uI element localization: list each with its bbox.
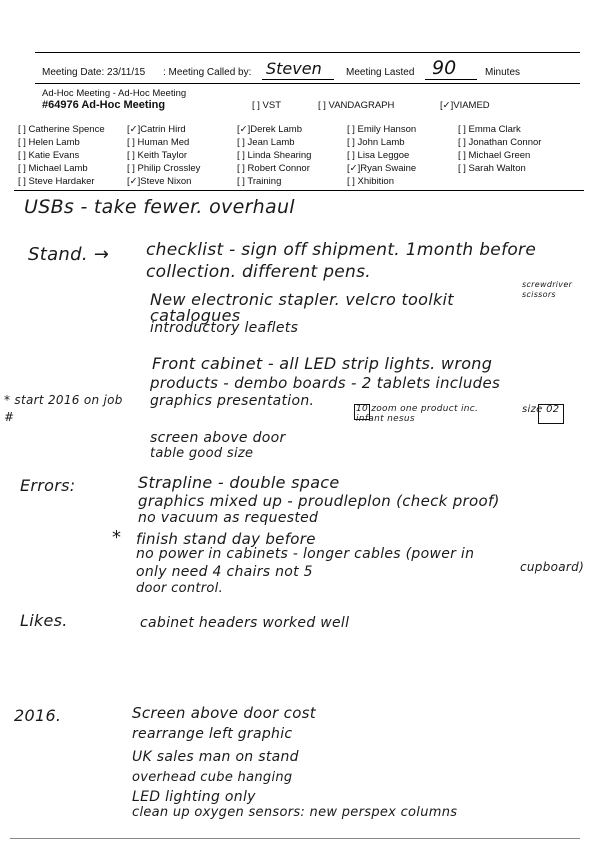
option-vandagraph[interactable]: [ ] VANDAGRAPH — [318, 100, 395, 111]
error-line: graphics mixed up - proudleplon (check proof) — [138, 492, 500, 510]
option-vst[interactable]: [ ] VST — [252, 100, 282, 111]
attendee-checkbox[interactable]: [✓]Derek Lamb — [237, 124, 302, 135]
error-line: finish stand day before — [136, 530, 316, 548]
attendee-checkbox[interactable]: [ ] Jean Lamb — [237, 137, 295, 148]
attendee-checkbox[interactable]: [ ] Keith Taylor — [127, 150, 188, 161]
bottom-rule — [10, 838, 580, 839]
cabinet-line: Front cabinet - all LED strip lights. wrong — [152, 354, 493, 373]
y2016-line: LED lighting only — [132, 789, 256, 805]
attendee-checkbox[interactable]: [ ] Robert Connor — [237, 163, 310, 174]
cupboard-note: cupboard) — [520, 560, 585, 574]
screen-line: screen above door — [150, 430, 286, 446]
minutes-label: Minutes — [485, 67, 521, 78]
stand-line: checklist - sign off shipment. 1month before — [146, 240, 537, 260]
attendee-checkbox[interactable]: [ ] Jonathan Connor — [458, 137, 542, 148]
stand-line: collection. different pens. — [146, 262, 371, 282]
header-rule — [35, 83, 580, 84]
error-line: Strapline - double space — [138, 473, 340, 492]
y2016-line: clean up oxygen sensors: new perspex columns — [132, 805, 458, 820]
attendee-checkbox[interactable]: [ ] Helen Lamb — [18, 137, 80, 148]
y2016-line: overhead cube hanging — [132, 770, 293, 785]
error-line: door control. — [136, 581, 224, 596]
meeting-type-line: Ad-Hoc Meeting - Ad-Hoc Meeting — [42, 88, 187, 99]
size-note: size 02 — [522, 404, 560, 415]
section-label-stand: Stand. → — [28, 244, 110, 265]
called-by-value: Steven — [266, 59, 322, 78]
section-label-2016: 2016. — [14, 706, 62, 725]
attendee-checkbox[interactable]: [ ] Lisa Leggoe — [347, 150, 410, 161]
attendee-checkbox[interactable]: [ ] Emily Hanson — [347, 124, 417, 135]
note-usbs: USBs - take fewer. overhaul — [24, 196, 295, 218]
attendee-checkbox[interactable]: [ ] Training — [237, 176, 282, 187]
option-viamed[interactable]: [✓]VIAMED — [440, 100, 490, 111]
error-line: no power in cabinets - longer cables (power in — [136, 546, 475, 562]
attendee-checkbox[interactable]: [ ] Katie Evans — [18, 150, 80, 161]
attendee-checkbox[interactable]: [ ] Emma Clark — [458, 124, 521, 135]
attendee-checkbox[interactable]: [ ] Catherine Spence — [18, 124, 105, 135]
y2016-line: rearrange left graphic — [132, 726, 293, 742]
attendee-checkbox[interactable]: [ ] Michael Lamb — [18, 163, 88, 174]
error-line: no vacuum as requested — [138, 510, 319, 526]
zoom-note: 10 zoom one product inc. infant nesus — [356, 404, 479, 424]
called-by-underline — [262, 79, 334, 80]
y2016-line: Screen above door cost — [132, 704, 316, 722]
screwdriver-note: screwdriver scissors — [522, 280, 573, 299]
start-2016-note: * start 2016 on job # — [4, 393, 123, 424]
attendee-checkbox[interactable]: [✓]Ryan Swaine — [347, 163, 417, 174]
attendee-checkbox[interactable]: [✓]Catrin Hird — [127, 124, 186, 135]
meeting-number: #64976 Ad-Hoc Meeting — [42, 99, 166, 111]
section-label-likes: Likes. — [20, 611, 68, 630]
attendee-checkbox[interactable]: [ ] Sarah Walton — [458, 163, 526, 174]
error-line: only need 4 chairs not 5 — [136, 564, 313, 580]
top-rule — [35, 52, 580, 53]
stand-line: catalogues — [150, 306, 241, 325]
likes-line: cabinet headers worked well — [140, 615, 350, 631]
asterisk-mark: * — [112, 527, 122, 548]
attendee-checkbox[interactable]: [ ] Xhibition — [347, 176, 394, 187]
attendee-checkbox[interactable]: [ ] John Lamb — [347, 137, 405, 148]
attendee-checkbox[interactable]: [ ] Human Med — [127, 137, 190, 148]
screen-line: table good size — [150, 446, 254, 461]
stand-line: introductory leaflets — [150, 320, 299, 336]
meeting-lasted-value: 90 — [432, 57, 457, 79]
meeting-date: Meeting Date: 23/11/15 — [42, 67, 146, 78]
lasted-underline — [425, 79, 477, 80]
cabinet-line: graphics presentation. — [150, 393, 315, 409]
attendee-checkbox[interactable]: [ ] Linda Shearing — [237, 150, 312, 161]
form-bottom-rule — [14, 190, 584, 191]
attendee-checkbox[interactable]: [ ] Michael Green — [458, 150, 531, 161]
attendee-checkbox[interactable]: [✓]Steve Nixon — [127, 176, 192, 187]
stand-line: New electronic stapler. velcro toolkit — [150, 290, 454, 309]
attendee-checkbox[interactable]: [ ] Steve Hardaker — [18, 176, 95, 187]
attendee-checkbox[interactable]: [ ] Philip Crossley — [127, 163, 201, 174]
y2016-line: UK sales man on stand — [132, 749, 299, 765]
meeting-lasted-label: Meeting Lasted — [346, 67, 415, 78]
section-label-errors: Errors: — [20, 476, 76, 495]
called-by-label: : Meeting Called by: — [163, 67, 252, 78]
cabinet-line: products - dembo boards - 2 tablets includes — [150, 374, 501, 392]
